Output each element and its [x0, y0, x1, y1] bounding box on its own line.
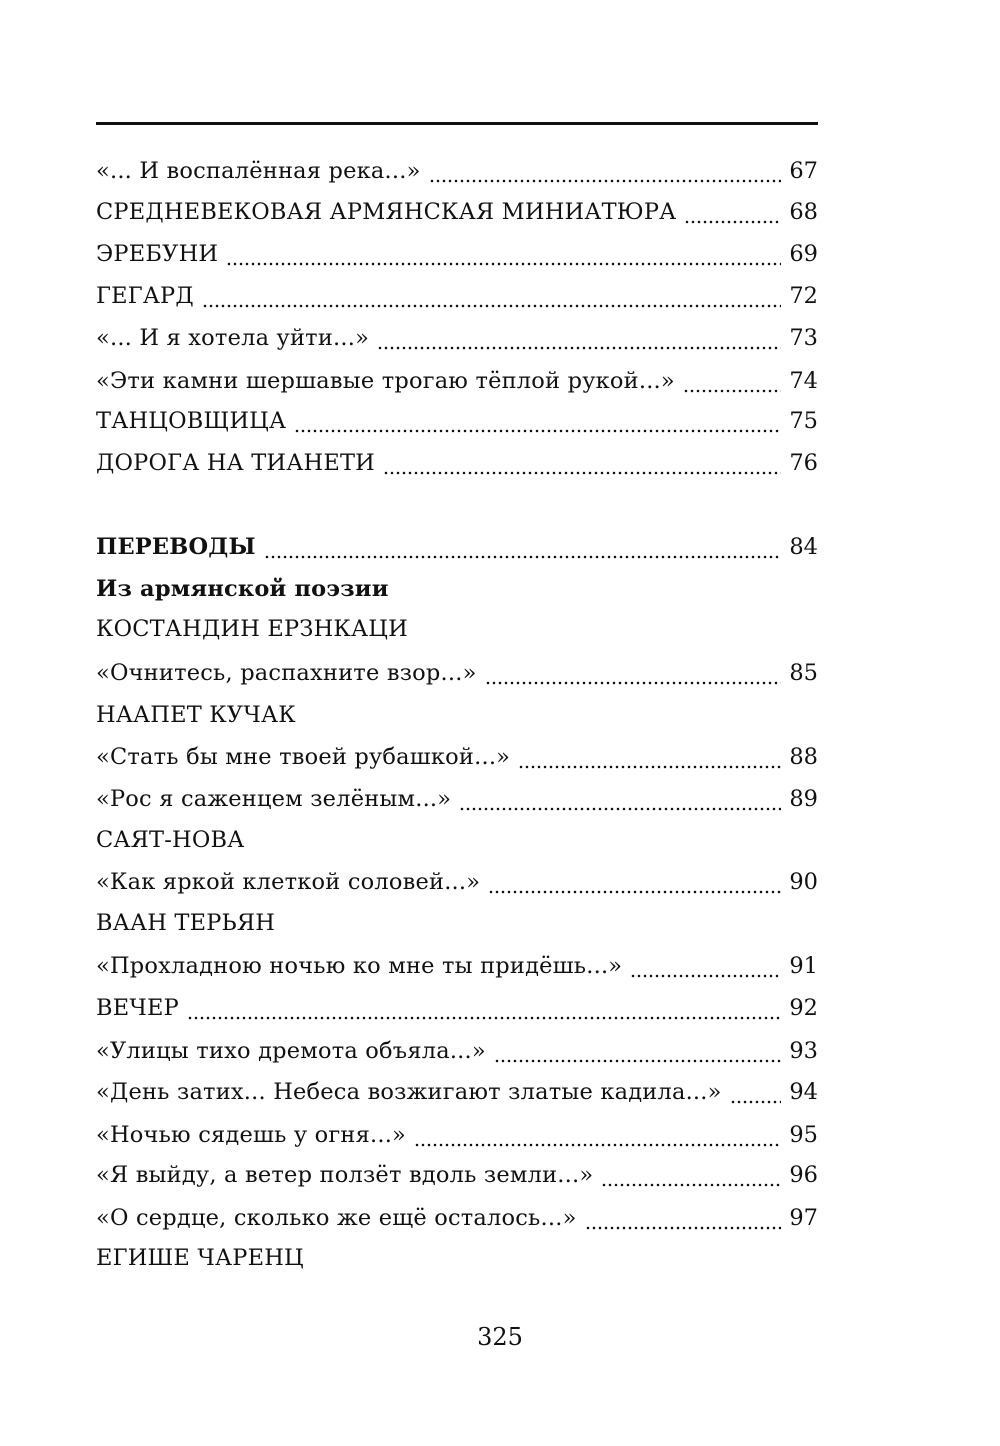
toc-subheading: [96, 572, 818, 606]
top-rule: [96, 122, 818, 125]
dot-leader: [459, 782, 781, 816]
toc-entry[interactable]: [96, 949, 818, 983]
toc-subheading-text: Из армянской поэзии: [96, 576, 389, 602]
toc-entry-title: СРЕДНЕВЕКОВАЯ АРМЯНСКАЯ МИНИАТЮРА: [96, 199, 677, 225]
toc-entry-title: «Я выйду, а ветер ползёт вдоль земли...»: [96, 1162, 594, 1188]
toc-author-name: САЯТ-НОВА: [96, 827, 245, 853]
toc-entry[interactable]: [96, 1075, 818, 1109]
toc-entry-page: 85: [789, 660, 818, 686]
toc-entry[interactable]: [96, 865, 818, 899]
dot-leader: [226, 237, 781, 271]
dot-leader: [485, 656, 782, 690]
toc-entry-title: «О сердце, сколько же ещё осталось...»: [96, 1205, 577, 1231]
toc-entry-page: 95: [789, 1122, 818, 1148]
toc-entry[interactable]: [96, 1158, 818, 1192]
toc-section-heading[interactable]: [96, 530, 818, 564]
dot-leader: [494, 1034, 782, 1068]
toc-entry-page: 74: [789, 368, 818, 394]
dot-leader: [585, 1201, 782, 1235]
toc-entry-title: ГЕГАРД: [96, 283, 194, 309]
toc-entry[interactable]: [96, 364, 818, 398]
toc-entry-page: 69: [789, 241, 818, 267]
dot-leader: [683, 364, 781, 398]
dot-leader: [601, 1158, 781, 1192]
toc-entry-page: 92: [789, 995, 818, 1021]
toc-entry-title: «Очнитесь, распахните взор...»: [96, 660, 477, 686]
toc-entry-page: 76: [789, 450, 818, 476]
toc-author-name: КОСТАНДИН ЕРЗНКАЦИ: [96, 616, 408, 642]
toc-entry-page: 94: [789, 1079, 818, 1105]
toc-entry-page: 72: [789, 283, 818, 309]
toc-entry[interactable]: [96, 237, 818, 271]
toc-entry-page: 84: [789, 534, 818, 560]
dot-leader: [730, 1075, 782, 1109]
dot-leader: [488, 865, 781, 899]
dot-leader: [294, 404, 781, 438]
toc-entry[interactable]: [96, 195, 818, 229]
toc-entry-title: «Как яркой клеткой соловей...»: [96, 869, 481, 895]
toc-entry[interactable]: [96, 1034, 818, 1068]
toc-entry-page: 73: [789, 325, 818, 351]
toc-entry[interactable]: [96, 154, 818, 188]
toc-entry-page: 75: [789, 408, 818, 434]
toc-entry[interactable]: [96, 740, 818, 774]
toc-entry[interactable]: [96, 991, 818, 1025]
dot-leader: [630, 949, 781, 983]
toc-entry-title: «День затих... Небеса возжигают златые кадила...»: [96, 1079, 722, 1105]
toc-entry-page: 89: [789, 786, 818, 812]
toc-entry-page: 67: [789, 158, 818, 184]
dot-leader: [187, 991, 781, 1025]
toc-entry-page: 91: [789, 953, 818, 979]
toc-entry-page: 88: [789, 744, 818, 770]
toc-entry-title: ВЕЧЕР: [96, 995, 179, 1021]
toc-author-name: НААПЕТ КУЧАК: [96, 702, 296, 728]
toc-entry-page: 90: [789, 869, 818, 895]
toc-entry[interactable]: [96, 279, 818, 313]
toc-author: [96, 612, 818, 646]
page-number: 325: [477, 1323, 523, 1351]
toc-entry-title: ТАНЦОВЩИЦА: [96, 408, 287, 434]
toc-author: [96, 823, 818, 857]
toc-entry-title: «Улицы тихо дремота объяла...»: [96, 1038, 486, 1064]
toc-entry[interactable]: [96, 1201, 818, 1235]
toc-entry-title: ДОРОГА НА ТИАНЕТИ: [96, 450, 375, 476]
toc-entry-title: «Стать бы мне твоей рубашкой...»: [96, 744, 511, 770]
toc-entry-page: 97: [789, 1205, 818, 1231]
toc-entry[interactable]: [96, 321, 818, 355]
toc-entry[interactable]: [96, 782, 818, 816]
dot-leader: [383, 446, 781, 480]
toc-entry-title: «... И я хотела уйти...»: [96, 325, 370, 351]
toc-entry-title: «Ночью сядешь у огня...»: [96, 1122, 407, 1148]
toc-entry-title: ЭРЕБУНИ: [96, 241, 219, 267]
dot-leader: [264, 530, 782, 564]
toc-entry-page: 96: [789, 1162, 818, 1188]
toc-entry-title: «Рос я саженцем зелёным...»: [96, 786, 452, 812]
toc-entry-title: ПЕРЕВОДЫ: [96, 534, 256, 560]
toc-entry-page: 93: [789, 1038, 818, 1064]
dot-leader: [684, 195, 781, 229]
dot-leader: [429, 154, 782, 188]
toc-author-name: ЕГИШЕ ЧАРЕНЦ: [96, 1245, 304, 1271]
dot-leader: [202, 279, 781, 313]
toc-entry-title: «Прохладною ночью ко мне ты придёшь...»: [96, 953, 623, 979]
dot-leader: [414, 1118, 781, 1152]
toc-entry-title: «... И воспалённая река...»: [96, 158, 421, 184]
toc-author: [96, 906, 818, 940]
toc-entry-page: 68: [789, 199, 818, 225]
dot-leader: [518, 740, 781, 774]
toc-entry-title: «Эти камни шершавые трогаю тёплой рукой...»: [96, 368, 675, 394]
dot-leader: [377, 321, 781, 355]
toc-author: [96, 698, 818, 732]
toc-entry[interactable]: [96, 446, 818, 480]
toc-entry[interactable]: [96, 656, 818, 690]
toc-author-name: ВААН ТЕРЬЯН: [96, 910, 276, 936]
toc-entry[interactable]: [96, 404, 818, 438]
toc-author: [96, 1241, 818, 1275]
toc-entry[interactable]: [96, 1118, 818, 1152]
